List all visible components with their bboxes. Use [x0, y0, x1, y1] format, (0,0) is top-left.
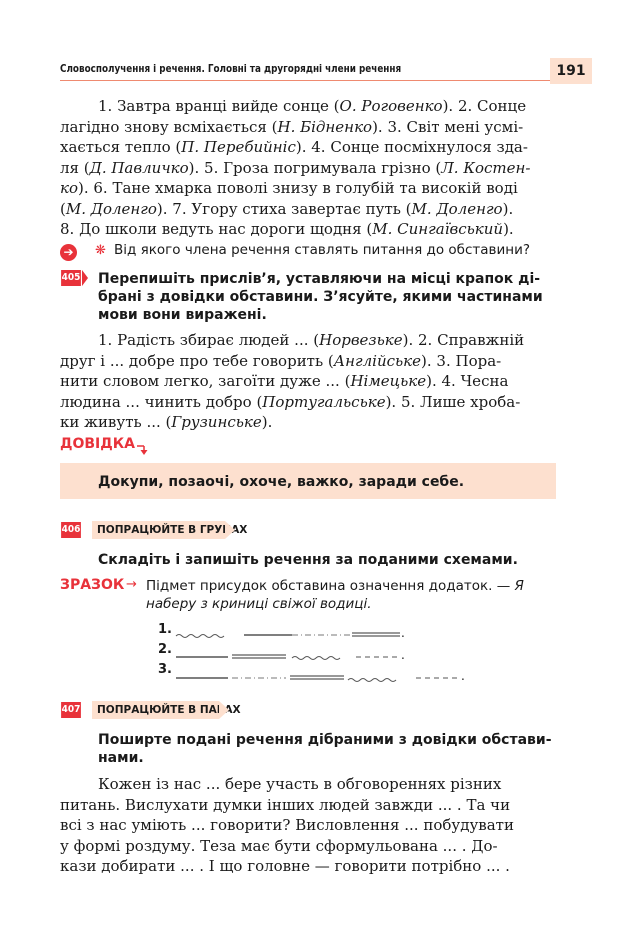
task-instruction: нами. — [98, 750, 144, 766]
scheme-number: 1. — [158, 622, 172, 637]
text-line: людина ... чинить добро (Португальське). 5. Лише хроба- — [60, 392, 521, 411]
text-line: ля (Д. Павличко). 5. Гроза погримувала грізно (Л. Костен- — [60, 158, 531, 177]
text-line: Кожен із нас ... бере участь в обговореннях різних — [98, 775, 502, 793]
svg-text:.: . — [461, 669, 465, 683]
task-instruction: Складіть і запишіть речення за поданими схемами. — [98, 552, 518, 568]
task-instruction: мови вони виражені. — [98, 307, 267, 323]
text-line: друг і ... добре про тебе говорить (Англійське). 3. Пора- — [60, 351, 502, 370]
text-line: (М. Доленго). 7. Угору стиха завертає путь (М. Доленго). — [60, 199, 514, 218]
text-line: 1. Радість збирає людей ... (Норвезьке). 2. Справжній — [98, 331, 525, 349]
exercise-number: 406 — [61, 522, 81, 538]
exercise-number: 407 — [61, 702, 81, 718]
text-line: всі з нас уміють ... говорити? Висловлення ... побудувати — [60, 816, 514, 834]
arrow-right-icon: → — [126, 577, 137, 592]
sample-label: ЗРАЗОК — [60, 577, 125, 593]
header-rule — [60, 80, 550, 81]
text-line: 1. Завтра вранці вийде сонце (О. Роговенко). 2. Сонце — [98, 97, 527, 115]
text-line: нити словом легко, загоїти дуже ... (Німецьке). 4. Чесна — [60, 372, 509, 390]
svg-text:.: . — [401, 626, 405, 640]
page-number: 191 — [550, 58, 592, 84]
sample-text: Підмет присудок обставина означення додаток. — Я наберу з криниці свіжої водиці. — [146, 578, 524, 612]
scheme-2 — [176, 648, 405, 662]
text-line: ки живуть ... (Грузинське). — [60, 413, 273, 431]
sentence-schemes — [172, 620, 482, 690]
ribbon-tail — [225, 521, 235, 539]
text-line: 8. До школи ведуть нас дороги щодня (М. Сингаївський). — [60, 220, 514, 238]
arrow-icon: ➔ — [60, 244, 77, 261]
text-line: у формі роздуму. Теза має бути сформульована ... . До- — [60, 836, 498, 855]
text-line: кази добирати ... . І що головне — говорити потрібно ... . — [60, 857, 510, 875]
text-line: ко). 6. Тане хмарка поволі знизу в голубій та високій воді — [60, 179, 518, 197]
ribbon-tail — [219, 701, 229, 719]
reference-words: Докупи, позаочі, охоче, важко, заради себе. — [98, 474, 465, 490]
scheme-number: 3. — [158, 662, 172, 677]
task-instruction: брані з довідки обставини. З’ясуйте, якими частинами — [98, 289, 543, 305]
pair-work-ribbon: ПОПРАЦЮЙТЕ В ПАРАХ — [92, 701, 219, 719]
reference-label: ДОВІДКА — [60, 436, 135, 452]
question-text: Від якого члена речення ставлять питання до обставини? — [114, 242, 531, 258]
exercise-number: 405 — [61, 270, 81, 286]
scheme-1 — [176, 626, 405, 640]
svg-text:.: . — [401, 648, 405, 662]
asterisk-icon: ❋ — [95, 243, 106, 258]
group-work-ribbon: ПОПРАЦЮЙТЕ В ГРУПАХ — [92, 521, 225, 539]
text-line: питань. Вислухати думки інших людей завжди ... . Та чи — [60, 795, 511, 814]
task-instruction: Перепишіть прислів’я, уставляючи на місці крапок ді- — [98, 271, 541, 287]
task-instruction: Поширте подані речення дібраними з довідки обстави- — [98, 732, 552, 748]
scheme-3 — [176, 669, 465, 683]
running-title: Словосполучення і речення. Головні та другорядні члени речення — [60, 63, 402, 75]
text-line: хається тепло (П. Перебийніс). 4. Сонце посміхнулося зда- — [60, 138, 528, 156]
arrow-down-icon — [136, 444, 150, 456]
scheme-number: 2. — [158, 642, 172, 657]
badge-tail — [82, 270, 88, 286]
text-line: лагідно знову всміхається (Н. Бідненко). 3. Світ мені усмі- — [60, 117, 524, 136]
